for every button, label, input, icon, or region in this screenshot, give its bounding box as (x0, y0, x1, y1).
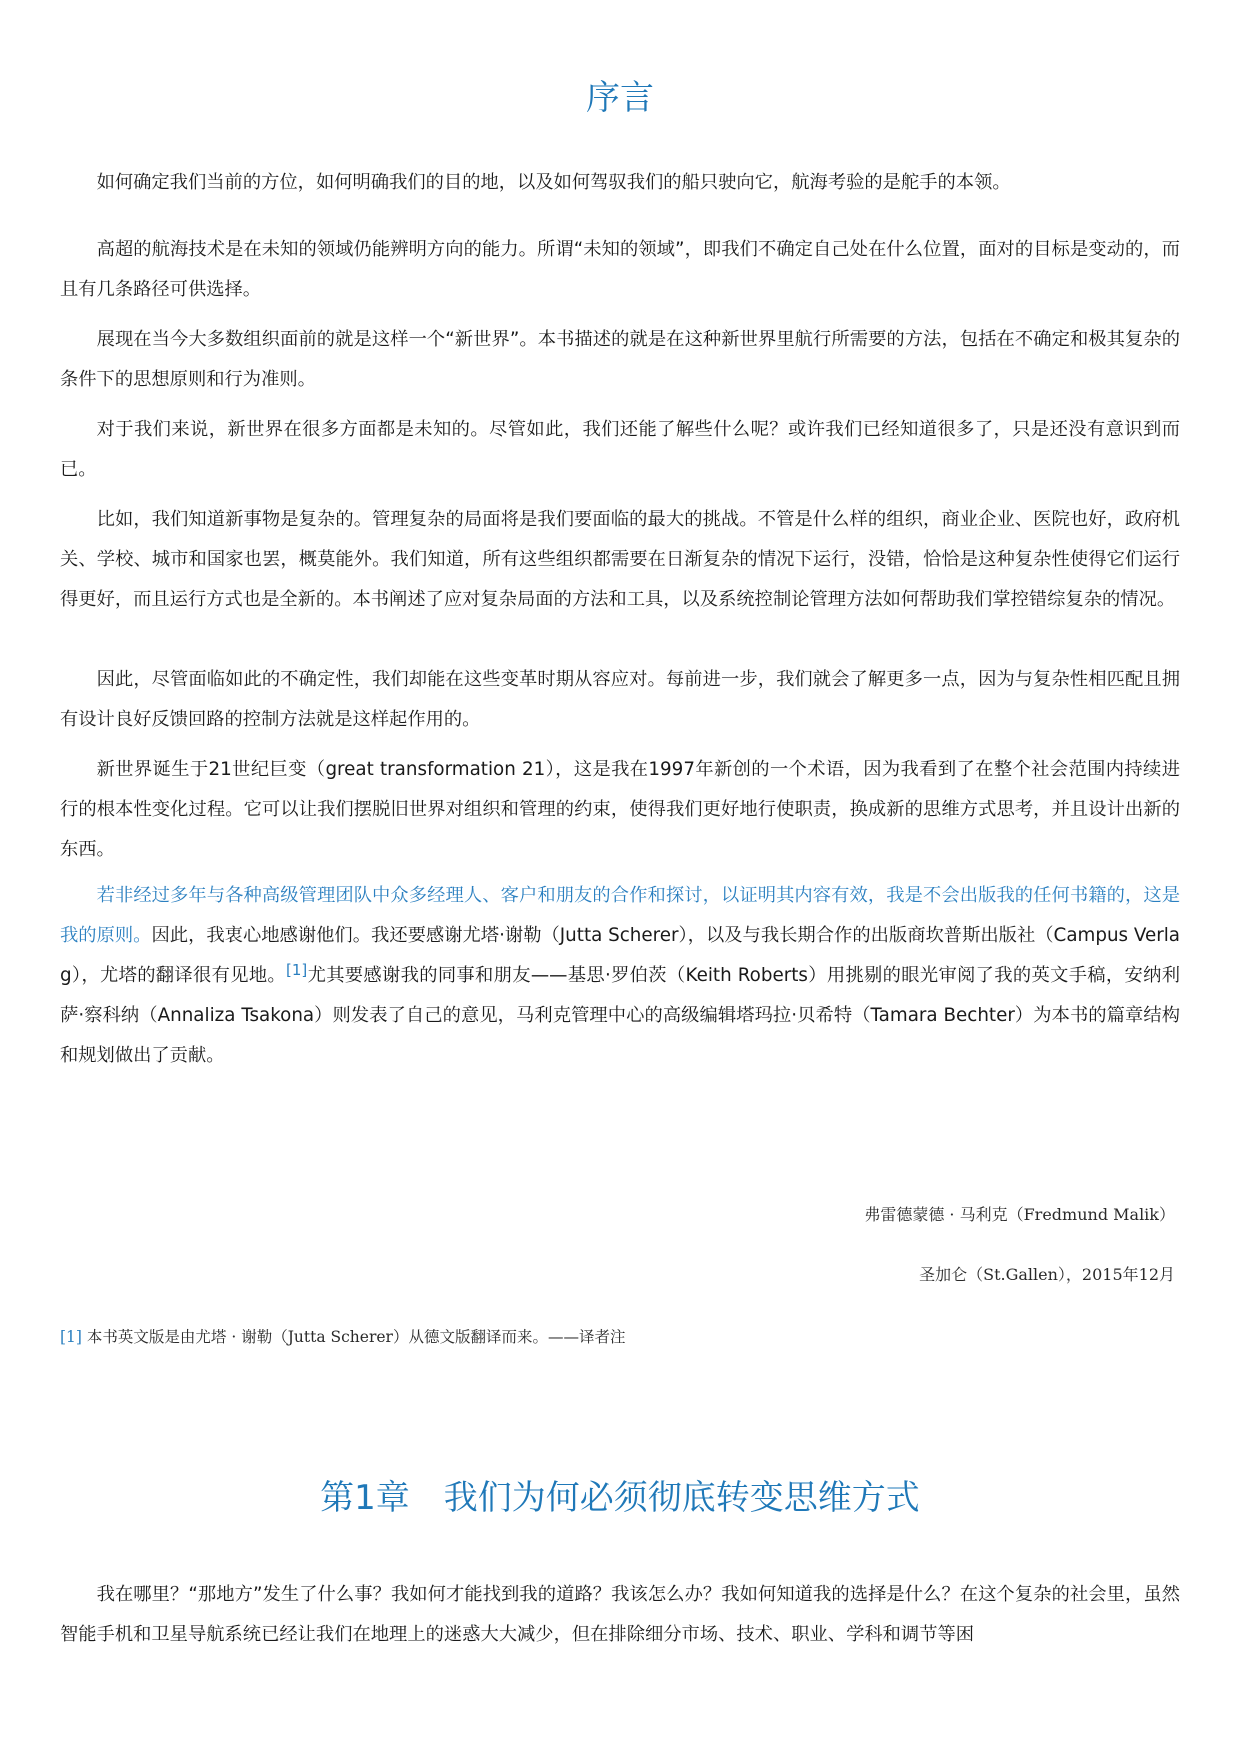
footnote-mark-link[interactable]: [1] (60, 1328, 82, 1346)
signature-place-date: 圣加仑（St.Gallen），2015年12月 (919, 1265, 1175, 1284)
footnote-text: 本书英文版是由尤塔 · 谢勒（Jutta Scherer）从德文版翻译而来。——译者注 (86, 1328, 626, 1346)
preface-title: 序言 (586, 78, 654, 118)
chapter-title: 第1章 我们为何必须彻底转变思维方式 (320, 1478, 920, 1518)
preface-paragraph-6: 因此，尽管面临如此的不确定性，我们却能在这些变革时期从容应对。每前进一步，我们就会了解更多一点，因为与复杂性相匹配且拥有设计良好反馈回路的控制方法就是这样起作用的。 (60, 669, 1180, 730)
footnote (60, 1322, 625, 1352)
acknowledgement-text-2: 尤其要感谢我的同事和朋友——基思·罗伯茨（Keith Roberts）用挑剔的眼光审阅了我的英文手稿，安纳利萨·察科纳（Annaliza Tsakona）则发表了自己的意见，马利克管理中心的高级编辑塔玛拉·贝希特（Tamara Bechter）为本书的篇章结构和规划做出了贡献。 (60, 965, 1180, 1066)
signature-name: 弗雷德蒙德 · 马利克（Fredmund Malik） (864, 1205, 1175, 1224)
chapter-paragraph-1: 我在哪里？“那地方”发生了什么事？我如何才能找到我的道路？我该怎么办？我如何知道我的选择是什么？在这个复杂的社会里，虽然智能手机和卫星导航系统已经让我们在地理上的迷惑大大减少，但在排除细分市场、技术、职业、学科和调节等困 (60, 1584, 1180, 1645)
preface-paragraph-4: 对于我们来说，新世界在很多方面都是未知的。尽管如此，我们还能了解些什么呢？或许我们已经知道很多了，只是还没有意识到而已。 (60, 419, 1180, 480)
preface-paragraph-7: 新世界诞生于21世纪巨变（great transformation 21），这是我在1997年新创的一个术语，因为我看到了在整个社会范围内持续进行的根本性变化过程。它可以让我们摆脱旧世界对组织和管理的约束，使得我们更好地行使职责，换成新的思维方式思考，并且设计出新的东西。 (60, 759, 1180, 860)
preface-paragraph-2: 高超的航海技术是在未知的领域仍能辨明方向的能力。所谓“未知的领域”，即我们不确定自己处在什么位置，面对的目标是变动的，而且有几条路径可供选择。 (60, 239, 1180, 300)
acknowledgement-paragraph (60, 876, 1180, 1076)
acknowledgement-text-1: 因此，我衷心地感谢他们。我还要感谢尤塔·谢勒（Jutta Scherer），以及与我长期合作的出版商坎普斯出版社（Campus Verlag），尤塔的翻译很有见地。 (60, 925, 1181, 986)
preface-paragraph-5: 比如，我们知道新事物是复杂的。管理复杂的局面将是我们要面临的最大的挑战。不管是什么样的组织，商业企业、医院也好，政府机关、学校、城市和国家也罢，概莫能外。我们知道，所有这些组织都需要在日渐复杂的情况下运行，没错，恰恰是这种复杂性使得它们运行得更好，而且运行方式也是全新的。本书阐述了应对复杂局面的方法和工具，以及系统控制论管理方法如何帮助我们掌控错综复杂的情况。 (60, 509, 1180, 610)
footnote-reference-link[interactable]: [1] (286, 961, 308, 979)
preface-paragraph-3: 展现在当今大多数组织面前的就是这样一个“新世界”。本书描述的就是在这种新世界里航行所需要的方法，包括在不确定和极其复杂的条件下的思想原则和行为准则。 (60, 329, 1180, 390)
preface-paragraph-1: 如何确定我们当前的方位，如何明确我们的目的地，以及如何驾驭我们的船只驶向它，航海考验的是舵手的本领。 (96, 172, 1011, 193)
acknowledgement-highlight: 若非经过多年与各种高级管理团队中众多经理人、客户和朋友的合作和探讨，以证明其内容有效，我是不会出版我的任何书籍的，这是我的原则。 (60, 885, 1180, 946)
